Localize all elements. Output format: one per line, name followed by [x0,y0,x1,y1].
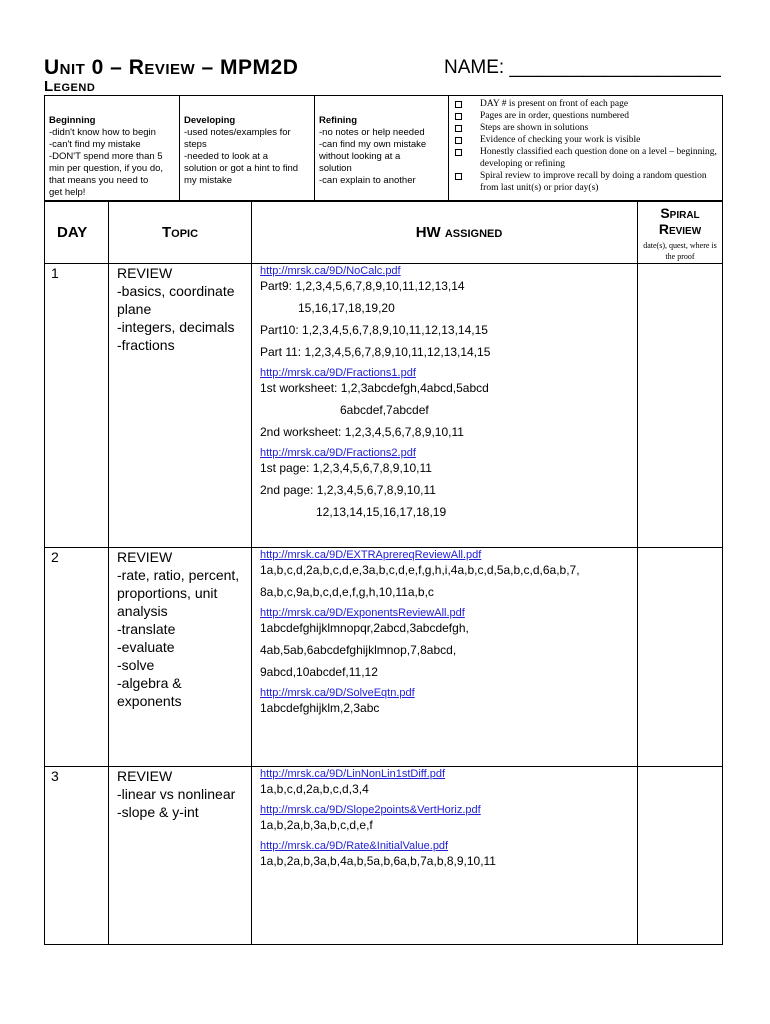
hw-line: Part 11: 1,2,3,4,5,6,7,8,9,10,11,12,13,14,15 [260,345,491,359]
spiral-cell[interactable] [638,264,723,548]
hw-line: 1abcdefghijklm,2,3abc [260,701,380,715]
hw-link[interactable]: http://mrsk.ca/9D/LinNonLin1stDiff.pdf [260,768,446,780]
hw-link[interactable]: http://mrsk.ca/9D/Fractions1.pdf [260,367,416,379]
topic-line: -fractions [117,337,175,353]
legend-refining [315,96,449,201]
level-line: my mistake [184,175,233,186]
hw-line: 1st page: 1,2,3,4,5,6,7,8,9,10,11 [260,461,432,475]
checklist-item: Honestly classified each question done on a level – beginning, developing or refining [480,147,717,169]
topic-cell [109,767,252,945]
hw-line: 1abcdefghijklmnopqr,2abcd,3abcdefgh, [260,621,469,635]
checkbox[interactable] [455,113,462,120]
checkbox[interactable] [455,149,462,156]
day-number: 2 [45,548,109,767]
hw-link[interactable]: http://mrsk.ca/9D/Fractions2.pdf [260,447,416,459]
level-line: -can't find my mistake [49,139,141,150]
spiral-subtitle: date(s), quest, where is the proof [643,241,717,261]
hw-line: 8a,b,c,9a,b,c,d,e,f,g,h,10,11a,b,c [260,585,434,599]
day-number: 1 [45,264,109,548]
table-row [45,264,723,548]
level-line: steps [184,139,207,150]
hw-link[interactable]: http://mrsk.ca/9D/Slope2points&VertHoriz.pdf [260,804,481,816]
hw-line: 1a,b,c,d,2a,b,c,d,3,4 [260,782,369,796]
level-line: -can explain to another [319,175,416,186]
hw-line: 1st worksheet: 1,2,3abcdefgh,4abcd,5abcd [260,381,489,395]
spiral-cell[interactable] [638,767,723,945]
hw-line: 1a,b,2a,b,3a,b,c,d,e,f [260,818,373,832]
topic-line: -integers, decimals [117,319,235,335]
page-title: Unit 0 – Review – MPM2D [44,56,299,79]
checklist-item: Spiral review to improve recall by doing a random question from last unit(s) or prior day(s) [480,171,707,193]
header-spiral [638,202,723,264]
topic-cell [109,548,252,767]
level-line: min per question, if you do, [49,163,164,174]
topic-cell [109,264,252,548]
level-line: get help! [49,187,86,198]
topic-line: -linear vs nonlinear [117,786,236,802]
header-day: DAY [45,202,109,264]
hw-line: 2nd worksheet: 1,2,3,4,5,6,7,8,9,10,11 [260,425,464,439]
topic-line: REVIEW [117,265,173,281]
hw-link[interactable]: http://mrsk.ca/9D/SolveEqtn.pdf [260,687,415,699]
level-line: solution [319,163,352,174]
hw-line: 1a,b,c,d,2a,b,c,d,e,3a,b,c,d,e,f,g,h,i,4a,b,c,d,5a,b,c,d,6a,b,7, [260,563,580,577]
level-line: -used notes/examples for [184,127,291,138]
table-row [45,767,723,945]
level-line: -can find my own mistake [319,139,427,150]
level-line: without looking at a [319,151,401,162]
hw-line: 15,16,17,18,19,20 [298,301,395,315]
hw-link[interactable]: http://mrsk.ca/9D/EXTRAprereqReviewAll.pdf [260,549,482,561]
topic-line: REVIEW [117,768,173,784]
level-title: Refining [319,115,357,126]
legend-table [44,95,723,201]
level-title: Beginning [49,115,96,126]
legend-title: Legend [44,78,96,95]
topic-line: -algebra & exponents [117,675,182,709]
legend-developing [180,96,315,201]
level-line: -needed to look at a [184,151,268,162]
checklist-item: DAY # is present on front of each page [480,99,629,109]
hw-link[interactable]: http://mrsk.ca/9D/NoCalc.pdf [260,265,401,277]
level-line: solution or got a hint to find [184,163,299,174]
hw-line: 2nd page: 1,2,3,4,5,6,7,8,9,10,11 [260,483,436,497]
hw-line: Part9: 1,2,3,4,5,6,7,8,9,10,11,12,13,14 [260,279,465,293]
checkbox[interactable] [455,125,462,132]
hw-cell [252,767,638,945]
name-label: NAME: ____________________ [444,57,721,78]
checklist-item: Pages are in order, questions numbered [480,111,629,121]
checkbox[interactable] [455,173,462,180]
topic-line: REVIEW [117,549,173,565]
topic-line: -slope & y-int [117,804,199,820]
hw-cell [252,264,638,548]
level-line: that means you need to [49,175,149,186]
hw-line: 4ab,5ab,6abcdefghijklmnop,7,8abcd, [260,643,457,657]
hw-line: 12,13,14,15,16,17,18,19 [316,505,447,519]
day-number: 3 [45,767,109,945]
checklist-item: Steps are shown in solutions [480,123,589,133]
hw-link[interactable]: http://mrsk.ca/9D/Rate&InitialValue.pdf [260,840,449,852]
checklist-item: Evidence of checking your work is visible [480,135,641,145]
topic-line: -translate [117,621,176,637]
level-line: -didn't know how to begin [49,127,156,138]
spiral-title: Spiral Review [658,205,702,237]
topic-line: -solve [117,657,155,673]
table-row [45,548,723,767]
topic-line: -rate, ratio, percent, proportions, unit analysis [117,567,240,619]
homework-table [44,201,723,945]
checkbox[interactable] [455,137,462,144]
level-line: -DON'T spend more than 5 [49,151,163,162]
level-line: -no notes or help needed [319,127,425,138]
hw-cell [252,548,638,767]
checkbox[interactable] [455,101,462,108]
topic-line: -evaluate [117,639,175,655]
header-topic: Topic [109,202,252,264]
hw-link[interactable]: http://mrsk.ca/9D/ExponentsReviewAll.pdf [260,607,465,619]
hw-line: 6abcdef,7abcdef [340,403,429,417]
spiral-cell[interactable] [638,548,723,767]
level-title: Developing [184,115,236,126]
legend-checklist [449,96,723,201]
hw-line: 1a,b,2a,b,3a,b,4a,b,5a,b,6a,b,7a,b,8,9,10,11 [260,854,496,868]
legend-beginning [45,96,180,201]
topic-line: -basics, coordinate plane [117,283,235,317]
hw-line: 9abcd,10abcdef,11,12 [260,665,378,679]
hw-line: Part10: 1,2,3,4,5,6,7,8,9,10,11,12,13,14,15 [260,323,488,337]
header-hw: HW assigned [252,202,638,264]
